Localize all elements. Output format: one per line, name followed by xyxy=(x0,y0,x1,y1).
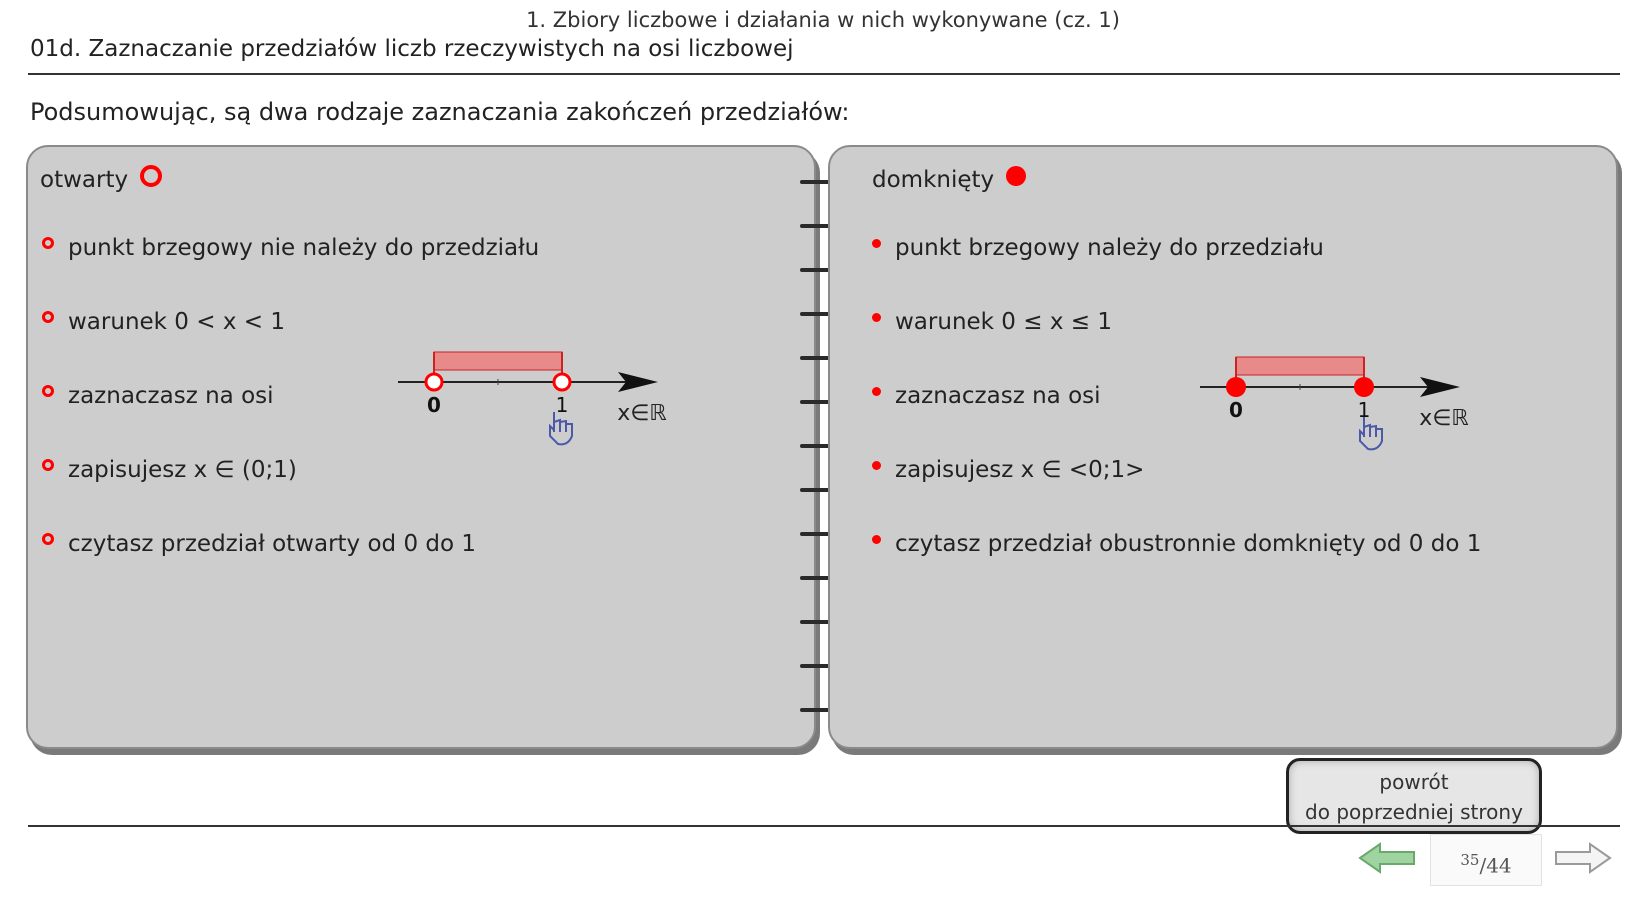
hand-cursor-icon xyxy=(1360,417,1382,449)
list-item-text: warunek 0 ≤ x ≤ 1 xyxy=(895,309,1112,335)
closed-interval-panel xyxy=(828,145,1618,749)
open-panel-header xyxy=(40,167,162,193)
tick-label-end: 1 xyxy=(555,393,569,417)
open-bullet-icon xyxy=(42,385,54,397)
list-item-text: punkt brzegowy nie należy do przedziału xyxy=(68,235,540,261)
open-interval-panel xyxy=(26,145,816,749)
back-button-line2: do poprzedniej strony xyxy=(1305,800,1523,824)
tick-label-end: 1 xyxy=(1357,398,1371,422)
list-item xyxy=(872,457,1144,483)
chapter-title: 1. Zbiory liczbowe i działania w nich wykonywane (cz. 1) xyxy=(526,8,1120,32)
page-current: 35 xyxy=(1460,851,1480,869)
open-bullet-icon xyxy=(42,237,54,249)
page-total: /44 xyxy=(1479,853,1512,878)
open-panel-title: otwarty xyxy=(40,167,129,193)
list-item-text: czytasz przedział obustronnie domknięty od 0 do 1 xyxy=(895,531,1482,557)
intro-text: Podsumowując, są dwa rodzaje zaznaczania zakończeń przedziałów: xyxy=(30,98,850,126)
list-item xyxy=(872,531,1481,557)
list-item xyxy=(872,383,1101,409)
back-to-previous-page-button[interactable] xyxy=(1286,758,1542,834)
filled-circle-icon xyxy=(1006,166,1026,186)
filled-bullet-icon xyxy=(872,535,881,544)
closed-endpoint-end xyxy=(1354,377,1374,397)
list-item-text: warunek 0 < x < 1 xyxy=(68,309,285,335)
tick-label-start: 0 xyxy=(1229,398,1243,422)
open-endpoint-start xyxy=(426,374,442,390)
page-counter xyxy=(1430,834,1542,886)
open-bullet-icon xyxy=(42,459,54,471)
list-item xyxy=(42,235,539,261)
previous-page-arrow-icon[interactable] xyxy=(1356,838,1420,878)
header-divider xyxy=(28,73,1620,75)
list-item-text: zapisujesz x ∈ <0;1> xyxy=(895,457,1145,483)
open-number-line xyxy=(368,352,688,462)
list-item xyxy=(872,235,1324,261)
open-circle-icon xyxy=(140,165,162,187)
next-page-arrow-icon[interactable] xyxy=(1550,838,1614,878)
domain-label: x∈ℝ xyxy=(617,401,667,426)
list-item-text: czytasz przedział otwarty od 0 do 1 xyxy=(68,531,477,557)
footer-divider xyxy=(28,825,1620,827)
closed-endpoint-start xyxy=(1226,377,1246,397)
filled-bullet-icon xyxy=(872,461,881,470)
list-item-text: zapisujesz x ∈ (0;1) xyxy=(68,457,297,483)
interval-band xyxy=(434,352,562,370)
filled-bullet-icon xyxy=(872,313,881,322)
open-bullet-icon xyxy=(42,533,54,545)
domain-label: x∈ℝ xyxy=(1419,406,1469,431)
tick-label-start: 0 xyxy=(427,393,441,417)
interval-band xyxy=(1236,357,1364,375)
list-item xyxy=(42,309,285,335)
list-item-text: punkt brzegowy należy do przedziału xyxy=(895,235,1324,261)
list-item xyxy=(872,309,1112,335)
list-item xyxy=(42,457,297,483)
closed-panel-title: domknięty xyxy=(872,167,995,193)
open-endpoint-end xyxy=(554,374,570,390)
section-title: 01d. Zaznaczanie przedziałów liczb rzeczywistych na osi liczbowej xyxy=(30,36,794,62)
list-item-text: zaznaczasz na osi xyxy=(895,383,1101,409)
list-item xyxy=(42,383,274,409)
back-button-line1: powrót xyxy=(1379,770,1449,794)
open-bullet-icon xyxy=(42,311,54,323)
list-item xyxy=(42,531,476,557)
list-item-text: zaznaczasz na osi xyxy=(68,383,274,409)
filled-bullet-icon xyxy=(872,239,881,248)
closed-panel-header xyxy=(872,167,1026,193)
closed-number-line xyxy=(1170,357,1490,467)
filled-bullet-icon xyxy=(872,387,881,396)
